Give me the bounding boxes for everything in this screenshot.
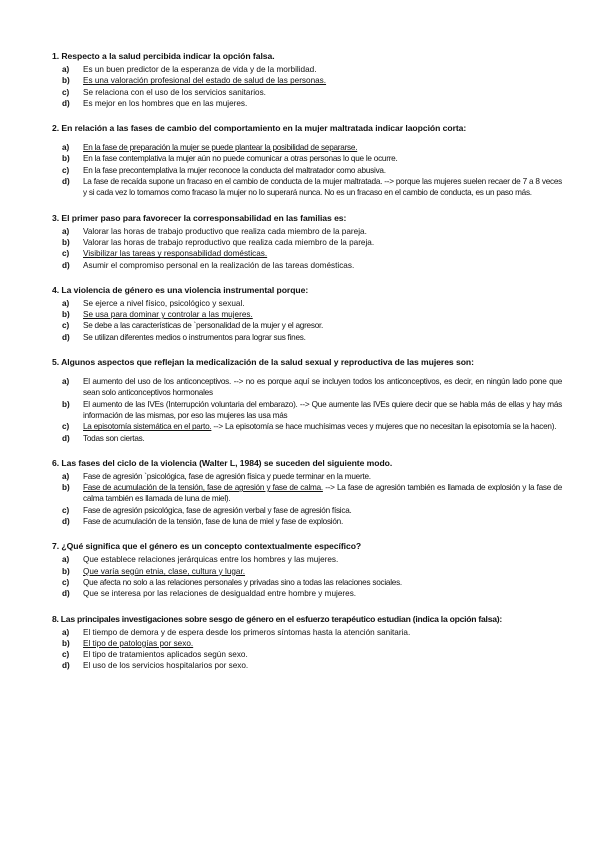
question-3 [52,212,562,271]
option-letter: a) [62,471,70,481]
option-letter: c) [62,505,70,515]
option-plain-text: Es un buen predictor de la esperanza de vida y de la morbilidad. [83,65,317,74]
option-plain-text: Valorar las horas de trabajo productivo que realiza cada miembro de la pareja. [83,226,367,236]
option-c [52,87,562,98]
option-a [52,627,562,638]
option-letter: c) [62,165,70,175]
option-text [83,471,562,482]
option-c [52,421,562,432]
option-plain-text: Todas son ciertas. [83,433,145,443]
options-list [52,64,562,109]
question-title: 7. ¿Qué significa que el género es un concepto contextualmente específico? [52,541,362,552]
option-c [52,505,562,516]
question-title: 8. Las principales investigaciones sobre sesgo de género en el esfuerzo terapéutico estudian (indica la opción falsa): [52,613,502,624]
option-plain-text: Valorar las horas de trabajo reproductivo que realiza cada miembro de la pareja. [83,237,375,247]
option-letter: b) [62,237,70,247]
option-text [83,516,562,527]
options-list [52,226,562,271]
correct-answer-text: En la fase de preparación la mujer se puede plantear la posibilidad de separarse. [83,143,358,153]
option-letter: b) [62,154,70,164]
option-letter: d) [62,517,70,527]
options-list [52,554,562,599]
option-text [83,248,562,259]
option-letter: a) [62,627,70,637]
option-plain-text: Se debe a las características de `personalidad de la mujer y el agresor. [83,321,324,331]
option-letter: c) [62,650,70,660]
correct-answer-text: Fase de acumulación de la tensión, fase de agresión y fase de calma. [83,483,323,493]
option-plain-text: Se ejerce a nivel físico, psicológico y sexual. [83,298,245,308]
options-list [52,142,562,198]
option-text [83,309,562,320]
option-b [52,309,562,320]
option-text [83,98,562,109]
option-c [52,320,562,331]
option-c [52,248,562,259]
question-2 [52,122,562,198]
question-8 [52,613,562,672]
option-d [52,260,562,271]
question-1 [52,50,562,109]
option-letter: a) [62,226,70,236]
option-plain-text: Se relaciona con el uso de los servicios sanitarios. [83,87,266,97]
correct-answer-text: Que varía según etnia, clase, cultura y lugar. [83,566,246,576]
option-text [83,226,562,237]
option-a [52,298,562,309]
option-letter: a) [62,298,70,308]
option-letter: c) [62,249,70,259]
question-title: 1. Respecto a la salud percibida indicar la opción falsa. [52,51,275,61]
question-title: 2. En relación a las fases de cambio del comportamiento en la mujer maltratada indicar laopción corta: [52,123,467,134]
option-letter: b) [62,483,70,493]
option-b [52,482,562,505]
option-b [52,566,562,577]
option-text [83,421,562,432]
options-list [52,471,562,527]
option-letter: a) [62,65,70,74]
option-text [83,638,562,649]
correct-answer-text: Es una valoración profesional del estado de salud de las personas. [83,76,327,86]
option-plain-text: En la fase contemplativa la mujer aún no puede comunicar a otras personas lo que le ocurre. [83,154,398,164]
option-b [52,399,562,422]
option-plain-text: Es mejor en los hombres que en las mujeres. [83,98,248,108]
question-title: 5. Algunos aspectos que reflejan la medicalización de la salud sexual y reproductiva de las mujeres son: [52,357,474,368]
question-6 [52,457,562,527]
option-plain-text: Se utilizan diferentes medios o instrumentos para lograr sus fines. [83,332,306,342]
option-letter: a) [62,555,70,565]
option-plain-text: El tiempo de demora y de espera desde los primeros síntomas hasta la atención sanitaria. [83,627,411,637]
option-d [52,433,562,444]
option-letter: c) [62,321,70,331]
options-list [52,627,562,672]
question-5 [52,356,562,444]
option-letter: b) [62,310,70,320]
option-b [52,237,562,248]
option-letter: d) [62,98,70,108]
option-text [83,260,562,271]
option-text [83,376,562,399]
option-text [83,649,562,660]
option-letter: d) [62,332,70,342]
option-text [83,505,562,516]
option-plain-text: Que establece relaciones jerárquicas entre los hombres y las mujeres. [83,555,339,565]
question-title: 4. La violencia de género es una violencia instrumental porque: [52,284,309,295]
option-text [83,237,562,248]
options-list [52,376,562,444]
option-c [52,577,562,588]
option-plain-text: La fase de recaída supone un fracaso en el cambio de conducta de la mujer maltratada. --> porque las mujeres suelen recaer de 7 a 8 veces y si cada vez lo tomamos como fracaso la mujer no lo superará nunca. No es un fracaso en el cambio de conducta, es un paso más. [83,177,562,198]
question-7 [52,540,562,599]
question-4 [52,284,562,343]
option-a [52,226,562,237]
option-letter: c) [62,577,70,587]
option-d [52,588,562,599]
option-text [83,660,562,671]
option-text [83,64,562,75]
options-list [52,298,562,343]
option-letter: d) [62,661,70,671]
option-letter: c) [62,87,70,97]
option-plain-text: Que afecta no solo a las relaciones personales y privadas sino a todas las relaciones sociales. [83,577,402,587]
option-text [83,566,562,577]
option-text [83,433,562,444]
option-letter: a) [62,143,70,153]
question-title: 3. El primer paso para favorecer la corresponsabilidad en las familias es: [52,212,347,223]
option-text [83,399,562,422]
option-plain-text: El aumento del uso de los anticonceptivos. --> no es porque aquí se incluyen todos los anticonceptivos, es decir, en ningún lado pone que sean solo anticonceptivos hormonales [83,377,562,398]
option-c [52,649,562,660]
option-text [83,165,562,176]
option-text [83,577,562,588]
option-text [83,332,562,343]
option-text [83,176,562,199]
option-d [52,98,562,109]
option-plain-text: Que se interesa por las relaciones de desigualdad entre hombre y mujeres. [83,589,357,599]
option-letter: d) [62,177,70,187]
option-text [83,554,562,565]
correct-answer-text: La episotomía sistemática en el parto. [83,422,212,432]
option-letter: c) [62,422,70,432]
option-plain-text: Asumir el compromiso personal en la realización de las tareas domésticas. [83,260,355,270]
option-letter: d) [62,433,70,443]
option-plain-text: Fase de agresión `psicológica, fase de agresión física y puede terminar en la muerte. [83,471,371,481]
option-c [52,165,562,176]
option-text [83,153,562,164]
option-a [52,64,562,75]
option-a [52,142,562,153]
option-letter: b) [62,638,70,648]
option-text [83,320,562,331]
option-plain-text: El uso de los servicios hospitalarios por sexo. [83,661,249,671]
option-letter: a) [62,377,70,387]
correct-answer-text: Visibilizar las tareas y responsabilidad domésticas. [83,249,268,259]
option-letter: d) [62,260,70,270]
option-text [83,588,562,599]
option-letter: b) [62,566,70,576]
option-d [52,660,562,671]
option-plain-text: El tipo de tratamientos aplicados según sexo. [83,650,248,660]
option-b [52,153,562,164]
option-note-text: --> La fase de agresión también es llamada de explosión y la fase de calma también es llamada de luna de miel). [83,483,562,504]
option-text [83,482,562,505]
option-d [52,176,562,199]
option-a [52,471,562,482]
option-letter: b) [62,399,70,409]
option-plain-text: Fase de agresión psicológica, fase de agresión verbal y fase de agresión física. [83,505,352,515]
option-b [52,638,562,649]
option-text [83,142,562,153]
option-text [83,627,562,638]
question-title: 6. Las fases del ciclo de la violencia (Walter L, 1984) se suceden del siguiente modo. [52,457,393,468]
option-plain-text: El aumento de las IVEs (Interrupción voluntaria del embarazo). --> Que aumente las IVEs quiere decir que se habla más de ellas y hay más información de las mismas, por eso las mujeres las usa más [83,399,562,420]
option-text [83,298,562,309]
option-letter: b) [62,76,70,86]
option-plain-text: En la fase precontemplativa la mujer reconoce la conducta del maltratador como abusiva. [83,165,386,175]
option-a [52,376,562,399]
option-a [52,554,562,565]
option-note-text: --> La episotomía se hace muchísimas veces y mujeres que no necesitan la episotomía se la hacen). [211,422,557,432]
option-d [52,332,562,343]
option-text [83,87,562,98]
option-letter: d) [62,589,70,599]
option-b [52,75,562,86]
option-plain-text: Fase de acumulación de la tensión, fase de luna de miel y fase de explosión. [83,517,344,527]
option-text [83,75,562,86]
correct-answer-text: El tipo de patologías por sexo. [83,638,194,648]
correct-answer-text: Se usa para dominar y controlar a las mujeres. [83,310,253,320]
option-d [52,516,562,527]
